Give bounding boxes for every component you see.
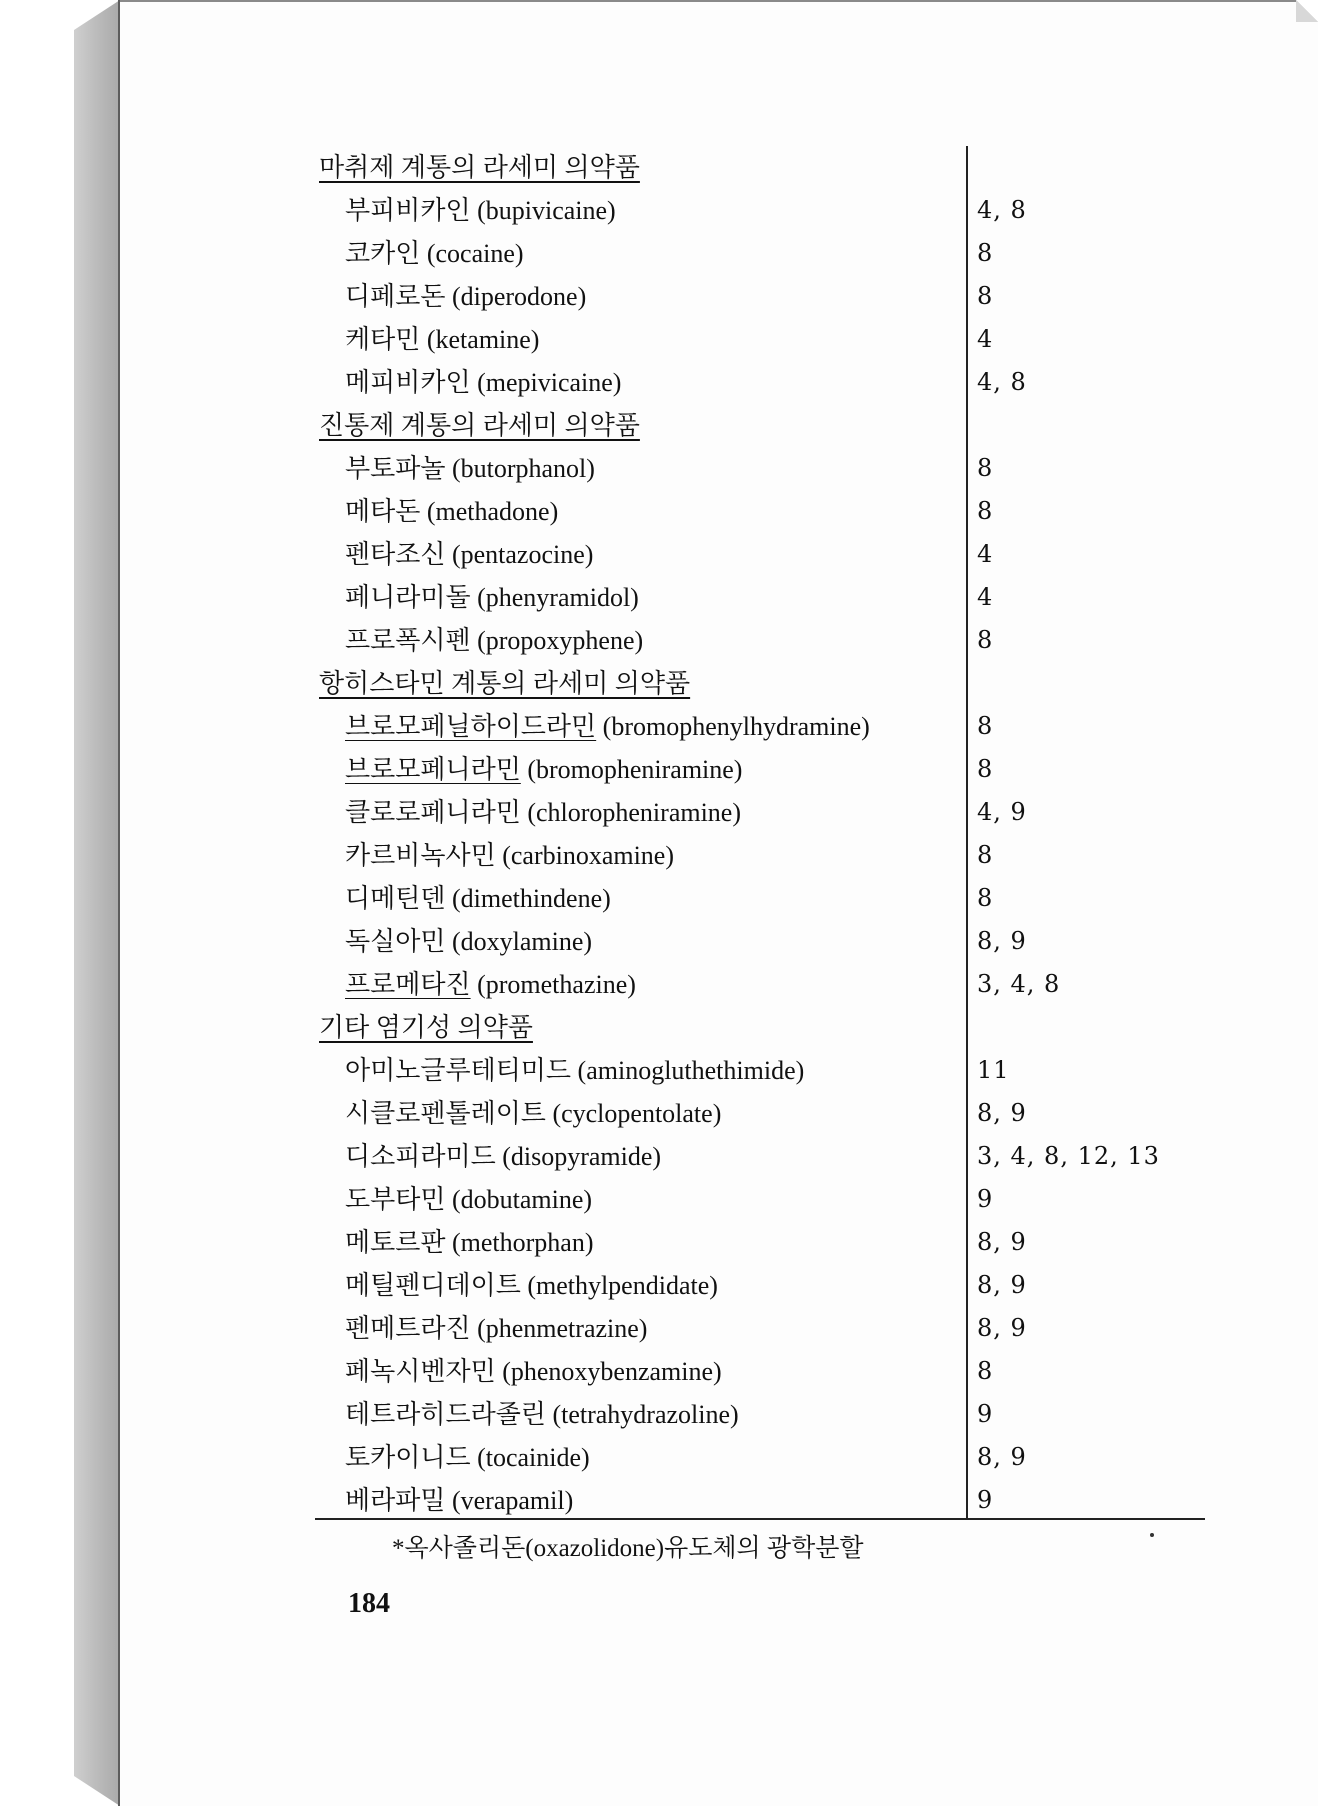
footnote: *옥사졸리돈(oxazolidone)유도체의 광학분할 [392,1535,864,1562]
page-number: 184 [348,1588,390,1619]
drug-name-korean: 디소피라미드 [345,1142,496,1171]
drug-row [315,791,1205,834]
drug-row [315,318,1205,361]
drug-name-english: (diperodone) [451,282,587,311]
drug-row [315,189,1205,232]
reference-numbers: 4 [977,583,994,611]
drug-name-korean: 메피비카인 [345,368,471,397]
drug-name-korean: 펜타조신 [345,540,446,569]
drug-name-english: (cyclopentolate) [552,1099,722,1128]
drug-row [315,1479,1205,1522]
reference-numbers: 8 [977,239,994,267]
drug-name-english: (tetrahydrazoline) [552,1400,739,1429]
drug-name-english: (doxylamine) [451,927,593,956]
drug-row [315,1393,1205,1436]
reference-numbers: 8, 9 [977,1271,1027,1299]
drug-row [315,705,1205,748]
reference-numbers: 8, 9 [977,1443,1027,1471]
drug-name-korean: 프로폭시펜 [345,626,471,655]
drug-row [315,232,1205,275]
reference-numbers: 4, 9 [977,798,1027,826]
drug-row [315,1264,1205,1307]
drug-name-korean: 부토파놀 [345,454,446,483]
section-heading [315,146,1205,189]
reference-numbers: 4 [977,540,994,568]
drug-name-english: (promethazine) [477,970,636,999]
drug-row [315,361,1205,404]
drug-name-korean: 도부타민 [345,1185,446,1214]
stray-dot [1150,1533,1154,1537]
section-heading [315,404,1205,447]
drug-name-korean: 페녹시벤자민 [345,1357,496,1386]
drug-name-english: (chloropheniramine) [527,798,741,827]
drug-row [315,877,1205,920]
drug-row [315,1092,1205,1135]
drug-name-korean: 프로메타진 [345,970,471,999]
reference-numbers: 8 [977,884,994,912]
book-spine [74,0,120,1806]
reference-numbers: 8 [977,755,994,783]
drug-name-korean: 디메틴덴 [345,884,446,913]
reference-numbers: 3, 4, 8 [977,970,1061,998]
drug-name-english: (cocaine) [426,239,524,268]
drug-name-english: (phenmetrazine) [477,1314,648,1343]
drug-row [315,1135,1205,1178]
reference-numbers: 8 [977,497,994,525]
drug-name-korean: 디페로돈 [345,282,446,311]
reference-numbers: 8 [977,282,994,310]
drug-name-english: (pentazocine) [451,540,594,569]
reference-numbers: 8, 9 [977,1099,1027,1127]
drug-name-korean: 시클로펜톨레이트 [345,1099,546,1128]
reference-numbers: 4, 8 [977,196,1027,224]
drug-row [315,1221,1205,1264]
drug-name-korean: 페니라미돌 [345,583,471,612]
drug-row [315,490,1205,533]
drug-name-korean: 메틸펜디데이트 [345,1271,521,1300]
drug-row [315,619,1205,662]
drug-name-english: (ketamine) [426,325,540,354]
drug-name-korean: 브로모페닐하이드라민 [345,712,597,741]
section-heading [315,662,1205,705]
drug-name-korean: 메토르판 [345,1228,446,1257]
reference-numbers: 9 [977,1400,994,1428]
reference-numbers: 8 [977,712,994,740]
drug-name-korean: 테트라히드라졸린 [345,1400,546,1429]
drug-name-english: (phenyramidol) [477,583,639,612]
reference-numbers: 4 [977,325,994,353]
drug-name-english: (methylpendidate) [527,1271,718,1300]
drug-row [315,1049,1205,1092]
drug-name-korean: 토카이니드 [345,1443,471,1472]
drug-name-english: (butorphanol) [451,454,595,483]
drug-name-korean: 케타민 [345,325,421,354]
page-corner [1296,0,1318,22]
drug-name-korean: 독실아민 [345,927,446,956]
drug-row [315,1178,1205,1221]
drug-name-english: (aminogluthethimide) [577,1056,805,1085]
drug-row [315,963,1205,1006]
drug-name-korean: 아미노글루테티미드 [345,1056,572,1085]
reference-numbers: 9 [977,1185,994,1213]
drug-row [315,275,1205,318]
reference-numbers: 8, 9 [977,1314,1027,1342]
reference-numbers: 4, 8 [977,368,1027,396]
drug-name-english: (phenoxybenzamine) [502,1357,722,1386]
drug-name-english: (dimethindene) [451,884,611,913]
drug-name-english: (propoxyphene) [477,626,644,655]
drug-row [315,533,1205,576]
drug-row [315,748,1205,791]
drug-name-english: (mepivicaine) [477,368,622,397]
drug-name-korean: 클로로페니라민 [345,798,521,827]
drug-row [315,447,1205,490]
drug-name-english: (methadone) [426,497,559,526]
drug-name-korean: 메타돈 [345,497,421,526]
reference-numbers: 8 [977,454,994,482]
drug-name-korean: 카르비녹사민 [345,841,496,870]
racemic-drug-table [315,146,1205,1522]
reference-numbers: 8 [977,626,994,654]
reference-numbers: 9 [977,1486,994,1514]
section-title: 기타 염기성 의약품 [319,1013,533,1042]
reference-numbers: 8, 9 [977,1228,1027,1256]
drug-name-korean: 부피비카인 [345,196,471,225]
drug-name-korean: 베라파밀 [345,1486,446,1515]
column-divider [966,146,968,1520]
section-heading [315,1006,1205,1049]
drug-row [315,1436,1205,1479]
table-bottom-rule [315,1518,1205,1520]
drug-name-english: (bupivicaine) [477,196,616,225]
drug-name-korean: 펜메트라진 [345,1314,471,1343]
reference-numbers: 11 [977,1056,1010,1084]
drug-name-english: (disopyramide) [502,1142,662,1171]
reference-numbers: 8, 9 [977,927,1027,955]
drug-row [315,576,1205,619]
drug-name-english: (tocainide) [477,1443,590,1472]
drug-name-korean: 브로모페니라민 [345,755,521,784]
drug-row [315,920,1205,963]
drug-name-english: (bromopheniramine) [527,755,743,784]
drug-name-english: (carbinoxamine) [502,841,675,870]
drug-name-english: (methorphan) [451,1228,594,1257]
section-title: 마취제 계통의 라세미 의약품 [319,153,640,182]
drug-row [315,1350,1205,1393]
drug-row [315,834,1205,877]
reference-numbers: 8 [977,1357,994,1385]
drug-name-english: (dobutamine) [451,1185,593,1214]
section-title: 항히스타민 계통의 라세미 의약품 [319,669,691,698]
section-title: 진통제 계통의 라세미 의약품 [319,411,640,440]
drug-row [315,1307,1205,1350]
reference-numbers: 8 [977,841,994,869]
reference-numbers: 3, 4, 8, 12, 13 [977,1142,1160,1170]
drug-name-english: (verapamil) [451,1486,574,1515]
drug-name-korean: 코카인 [345,239,421,268]
drug-name-english: (bromophenylhydramine) [602,712,870,741]
